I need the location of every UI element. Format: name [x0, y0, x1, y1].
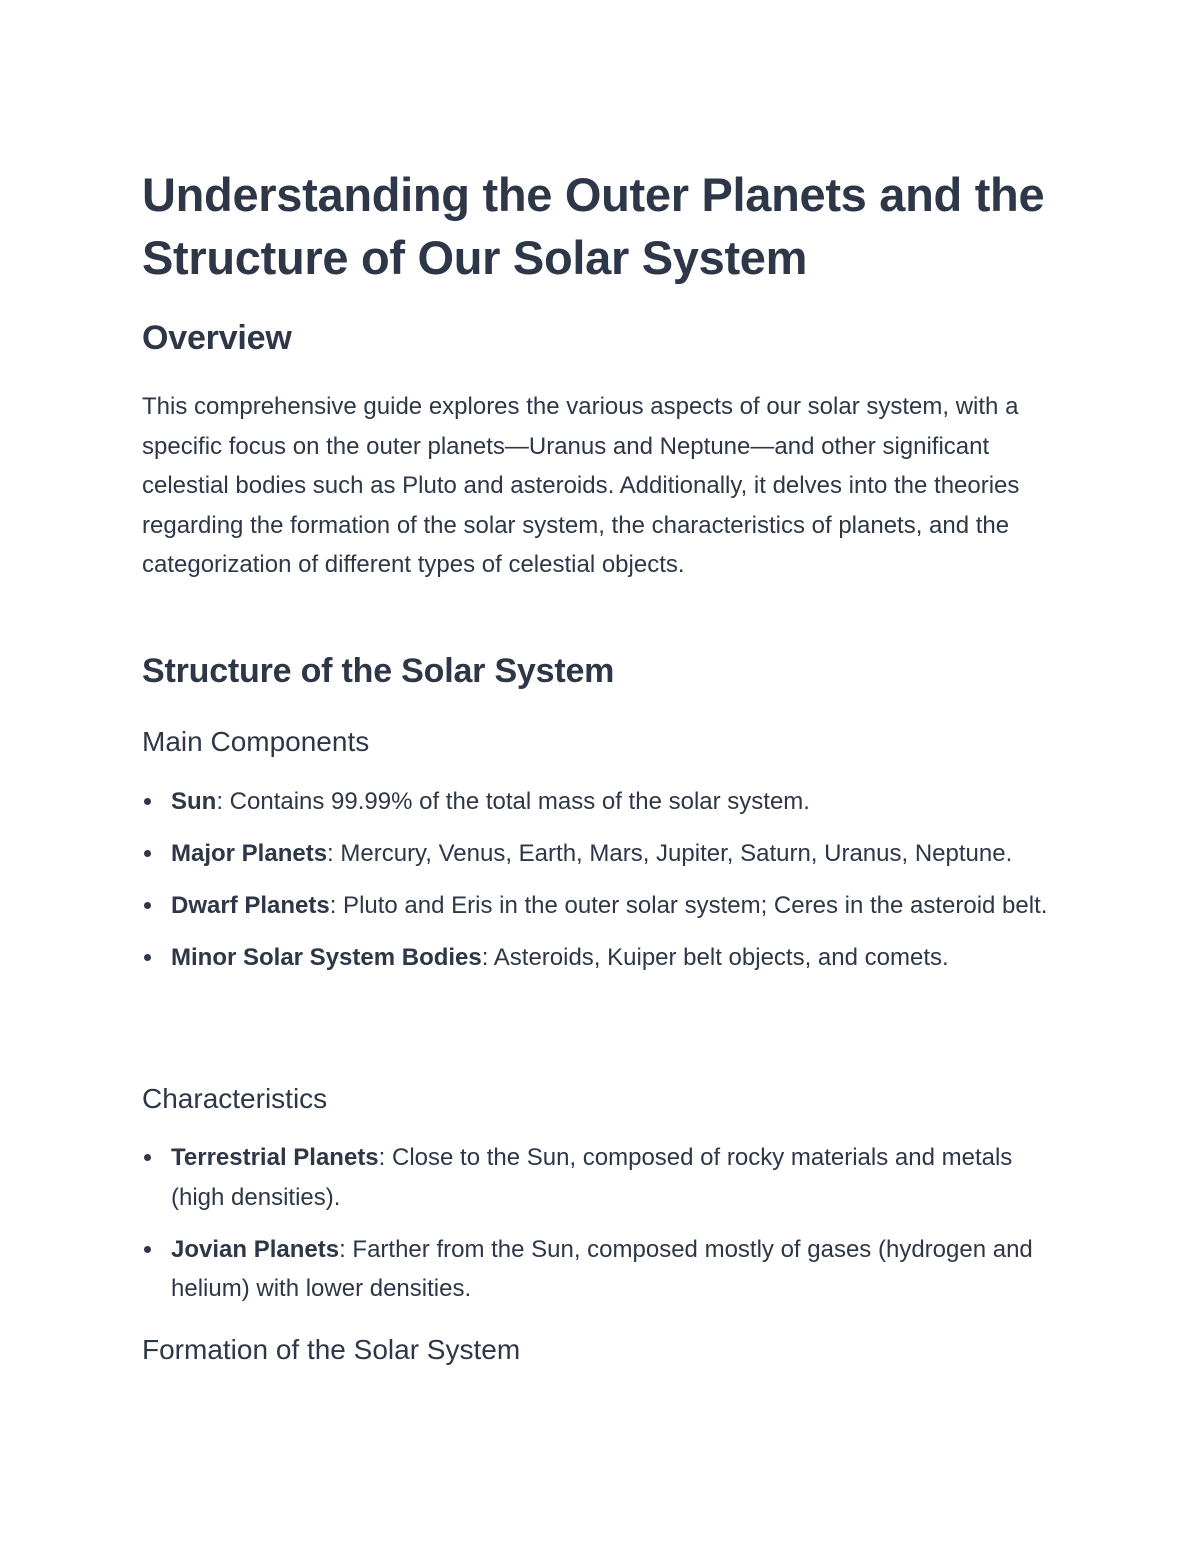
formation-heading: Formation of the Solar System: [142, 1334, 521, 1365]
characteristics-list: [142, 1138, 1058, 1309]
list-item-text: : Mercury, Venus, Earth, Mars, Jupiter, Saturn, Uranus, Neptune.: [327, 840, 1013, 868]
list-item-text: : Farther from the Sun, composed mostly of gases (hydrogen and helium) with lower densities.: [171, 1235, 1033, 1303]
bullet-icon: [144, 902, 151, 909]
list-item-text: : Contains 99.99% of the total mass of the solar system.: [216, 788, 810, 815]
list-item-term: Minor Solar System Bodies: [171, 944, 482, 972]
main-components-heading: Main Components: [142, 726, 370, 757]
list-item: [142, 834, 1058, 874]
list-item: [142, 1230, 1058, 1309]
list-item-term: Major Planets: [171, 840, 328, 868]
list-item-term: Dwarf Planets: [171, 892, 330, 920]
structure-heading: Structure of the Solar System: [142, 652, 615, 690]
list-item-term: Terrestrial Planets: [171, 1144, 379, 1171]
list-item: [142, 886, 1058, 926]
bullet-icon: [144, 954, 151, 961]
characteristics-heading: Characteristics: [142, 1083, 328, 1114]
list-item: [142, 1138, 1058, 1217]
overview-paragraph: This comprehensive guide explores the various aspects of our solar system, with a specific focus on the outer planets—Uranus and Neptune—and other significant celestial bodies such as Pluto and asteroids. Additionally, it delves into the theories regarding the formation of the solar system, the characteristics of planets, and the categorization of different types of celestial objects.: [142, 393, 1020, 579]
bullet-icon: [144, 850, 151, 857]
list-item: [142, 938, 1058, 978]
list-item-text: : Close to the Sun, composed of rocky materials and metals (high densities).: [171, 1144, 1013, 1211]
list-item-text: : Asteroids, Kuiper belt objects, and comets.: [481, 944, 949, 972]
bullet-icon: [144, 1246, 151, 1253]
overview-heading: Overview: [142, 319, 292, 357]
main-components-list: [142, 782, 1058, 978]
list-item-term: Jovian Planets: [171, 1235, 340, 1263]
bullet-icon: [144, 798, 151, 805]
document-title: Understanding the Outer Planets and the Structure of Our Solar System: [142, 168, 1045, 284]
list-item-text: : Pluto and Eris in the outer solar system; Ceres in the asteroid belt.: [329, 892, 1048, 920]
bullet-icon: [144, 1154, 151, 1161]
list-item-term: Sun: [171, 788, 217, 815]
list-item: [142, 782, 1058, 822]
